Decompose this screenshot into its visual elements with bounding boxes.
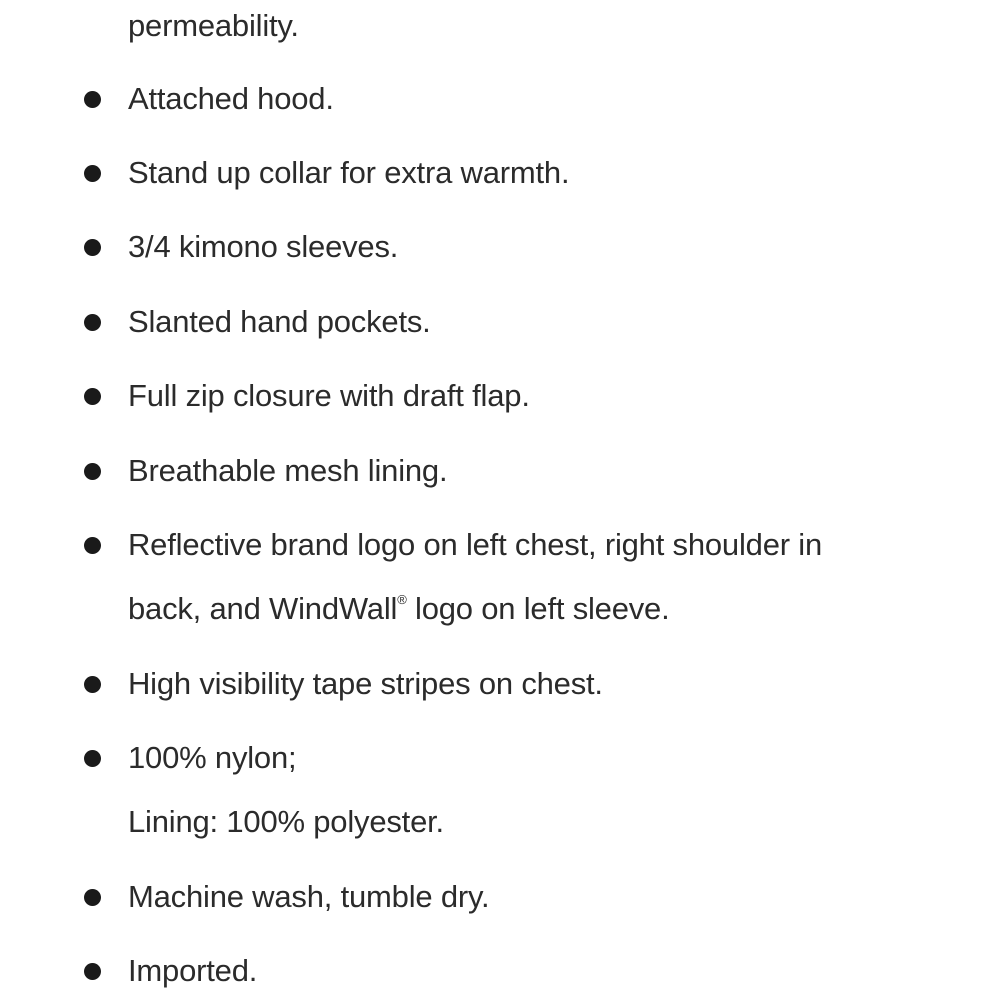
- bullet-icon: [84, 889, 101, 906]
- feature-item-pockets: Slanted hand pockets.: [128, 304, 431, 339]
- registered-mark: ®: [397, 592, 407, 607]
- bullet-icon: [84, 676, 101, 693]
- bullet-icon: [84, 388, 101, 405]
- reflective-logo-text-before: back, and WindWall: [128, 591, 398, 626]
- bullet-icon: [84, 537, 101, 554]
- feature-item-mesh-lining: Breathable mesh lining.: [128, 453, 448, 488]
- feature-item-sleeves: 3/4 kimono sleeves.: [128, 229, 399, 264]
- bullet-icon: [84, 165, 101, 182]
- feature-item-reflective-logo-line2: [128, 589, 670, 629]
- feature-item-collar: Stand up collar for extra warmth.: [128, 155, 570, 190]
- feature-item-material: 100% nylon;: [128, 740, 297, 775]
- feature-item-care: Machine wash, tumble dry.: [128, 879, 490, 914]
- bullet-icon: [84, 750, 101, 767]
- feature-item-zip-closure: Full zip closure with draft flap.: [128, 378, 530, 413]
- bullet-icon: [84, 963, 101, 980]
- bullet-icon: [84, 314, 101, 331]
- feature-item-tape-stripes: High visibility tape stripes on chest.: [128, 666, 603, 701]
- bullet-icon: [84, 463, 101, 480]
- reflective-logo-text-after: logo on left sleeve.: [406, 591, 670, 626]
- feature-item-reflective-logo: Reflective brand logo on left chest, right shoulder in: [128, 527, 822, 562]
- bullet-icon: [84, 239, 101, 256]
- feature-item-imported: Imported.: [128, 953, 258, 988]
- feature-item-material-lining: Lining: 100% polyester.: [128, 804, 444, 839]
- bullet-icon: [84, 91, 101, 108]
- feature-item-attached-hood: Attached hood.: [128, 81, 334, 116]
- intro-continuation-text: permeability.: [128, 8, 299, 43]
